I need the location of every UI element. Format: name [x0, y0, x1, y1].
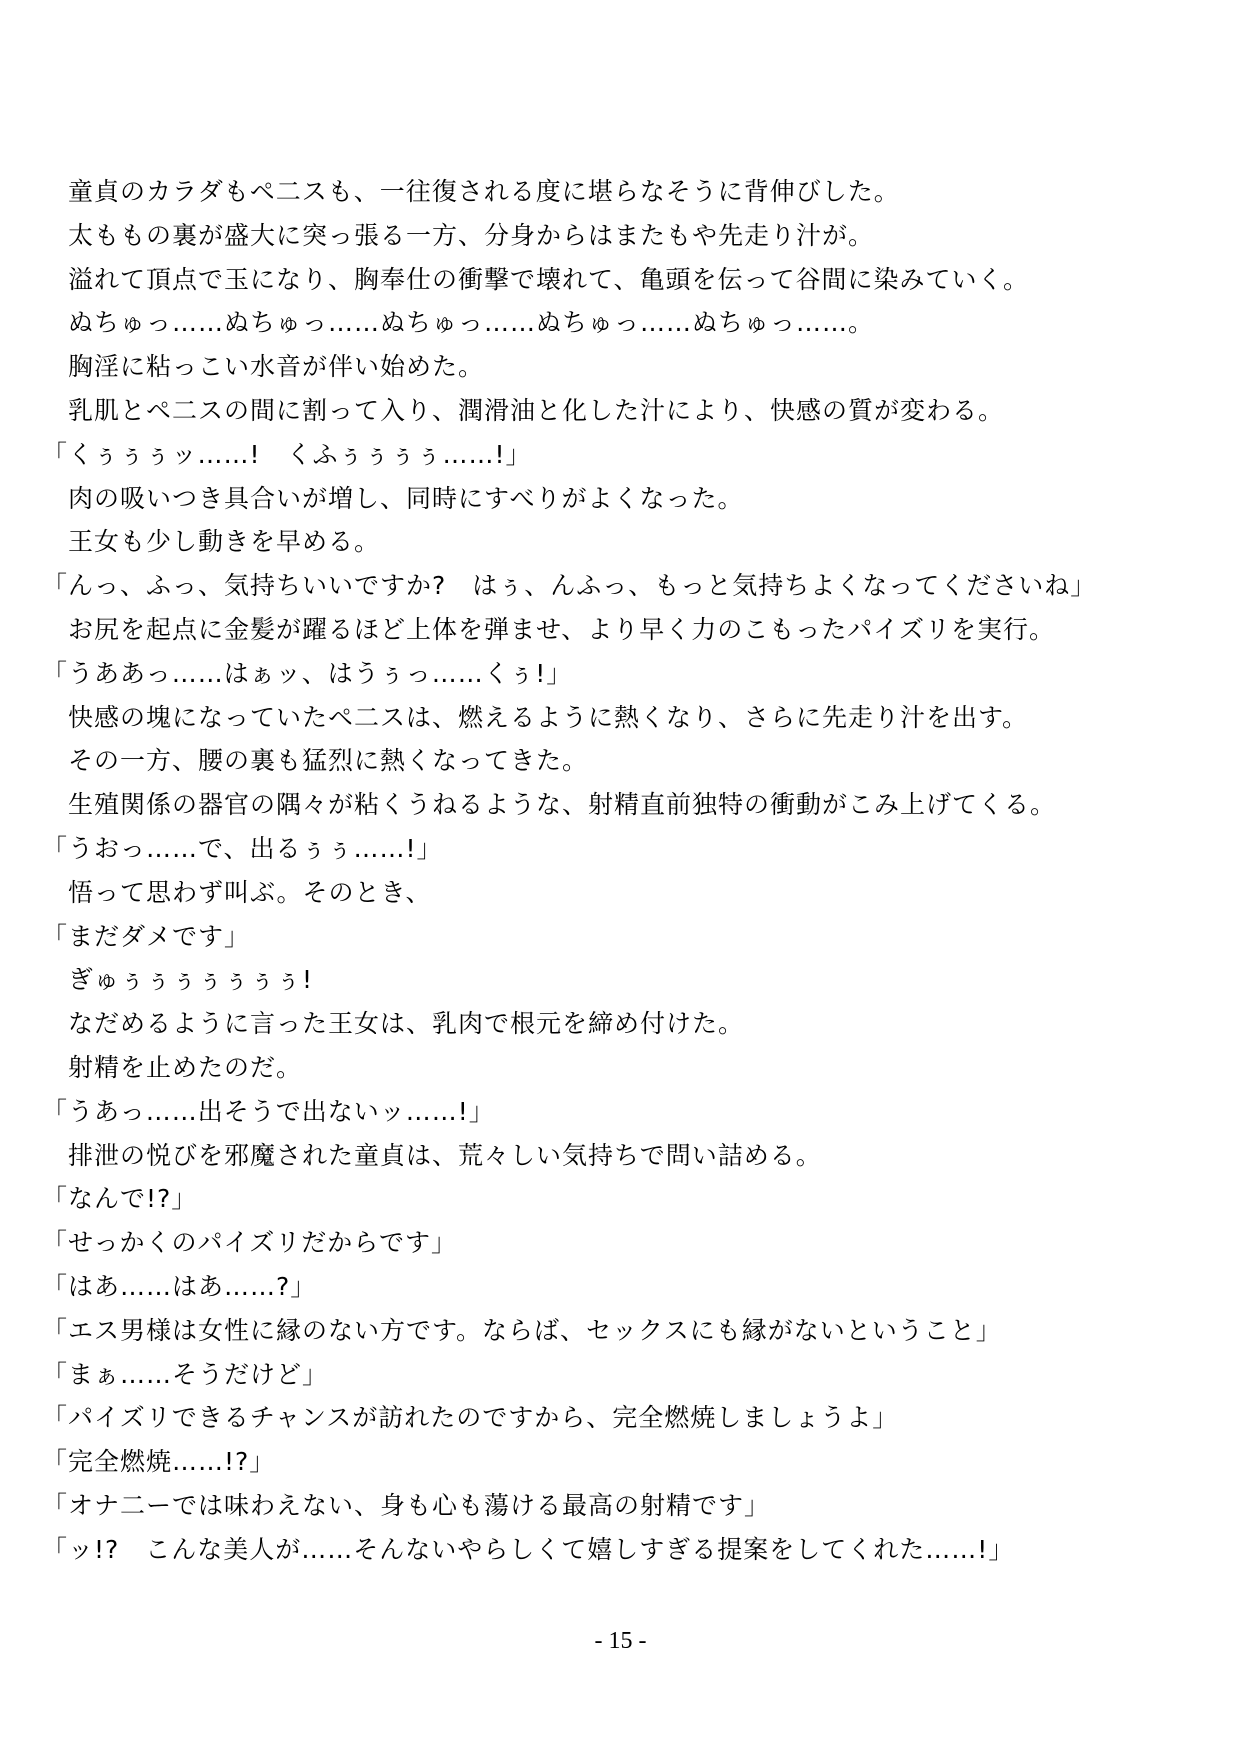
text-line: 「うああっ……はぁッ、はうぅっ……くぅ!」 [42, 658, 573, 688]
text-line: 「うあっ……出そうで出ないッ……!」 [42, 1096, 495, 1126]
text-line: 「まぁ……そうだけど」 [42, 1359, 329, 1389]
text-line: 「オナ二ーでは味わえない、身も心も蕩ける最高の射精です」 [42, 1490, 771, 1520]
text-line: 「まだダメです」 [42, 921, 251, 951]
page-number: - 15 - [594, 1628, 647, 1654]
text-line: 肉の吸いつき具合いが増し、同時にすべりがよくなった。 [42, 483, 744, 513]
text-line: 胸淫に粘っこい水音が伴い始めた。 [42, 352, 485, 382]
text-line: ぬちゅっ……ぬちゅっ……ぬちゅっ……ぬちゅっ……ぬちゅっ……。 [42, 308, 875, 338]
text-line: 「完全燃焼……!?」 [42, 1447, 276, 1477]
text-line: なだめるように言った王女は、乳肉で根元を締め付けた。 [42, 1009, 745, 1039]
text-line: 童貞のカラダもペ二スも、一往復される度に堪らなそうに背伸びした。 [42, 177, 900, 206]
text-line: お尻を起点に金髪が躍るほど上体を弾ませ、より早く力のこもったパイズリを実行。 [42, 614, 1056, 644]
text-line: 生殖関係の器官の隅々が粘くうねるような、射精直前独特の衝動がこみ上げてくる。 [42, 790, 1057, 820]
text-line: 「ッ!? こんな美人が……そんないやらしくて嬉しすぎる提案をしてくれた……!」 [42, 1534, 1015, 1564]
text-line: 「なんで!?」 [42, 1184, 198, 1214]
text-line: 王女も少し動きを早める。 [42, 527, 381, 557]
text-line: 「うおっ……で、出るぅぅ……!」 [42, 833, 443, 863]
text-line: 「くぅぅぅッ……! くふぅぅぅぅ……!」 [42, 439, 532, 469]
text-line: その一方、腰の裏も猛烈に熱くなってきた。 [42, 746, 589, 776]
text-line: 快感の塊になっていたペ二スは、燃えるように熱くなり、さらに先走り汁を出す。 [42, 702, 1029, 732]
text-line: 「エス男様は女性に縁のない方です。ならば、セックスにも縁がないということ」 [42, 1315, 1002, 1345]
text-line: 「パイズリできるチャンスが訪れたのですから、完全燃焼しましょうよ」 [42, 1403, 899, 1433]
text-line: 太ももの裏が盛大に突っ張る一方、分身からはまたもや先走り汁が。 [42, 220, 875, 250]
text-line: ぎゅぅぅぅぅぅぅぅ! [42, 965, 314, 995]
body-text [42, 170, 1202, 1572]
text-line: 排泄の悦びを邪魔された童貞は、荒々しい気持ちで問い詰める。 [42, 1140, 822, 1170]
text-line: 「はあ……はあ……?」 [42, 1271, 317, 1301]
text-line: 「せっかくのパイズリだからです」 [42, 1228, 458, 1258]
text-line: 射精を止めたのだ。 [42, 1052, 303, 1082]
text-line: 悟って思わず叫ぶ。そのとき、 [42, 877, 432, 907]
text-line: 乳肌とペ二スの間に割って入り、潤滑油と化した汁により、快感の質が変わる。 [42, 395, 1005, 425]
text-line: 溢れて頂点で玉になり、胸奉仕の衝撃で壊れて、亀頭を伝って谷間に染みていく。 [42, 264, 1030, 294]
text-line: 「んっ、ふっ、気持ちいいですか? はぅ、んふっ、もっと気持ちよくなってくださいね」 [42, 571, 1097, 601]
